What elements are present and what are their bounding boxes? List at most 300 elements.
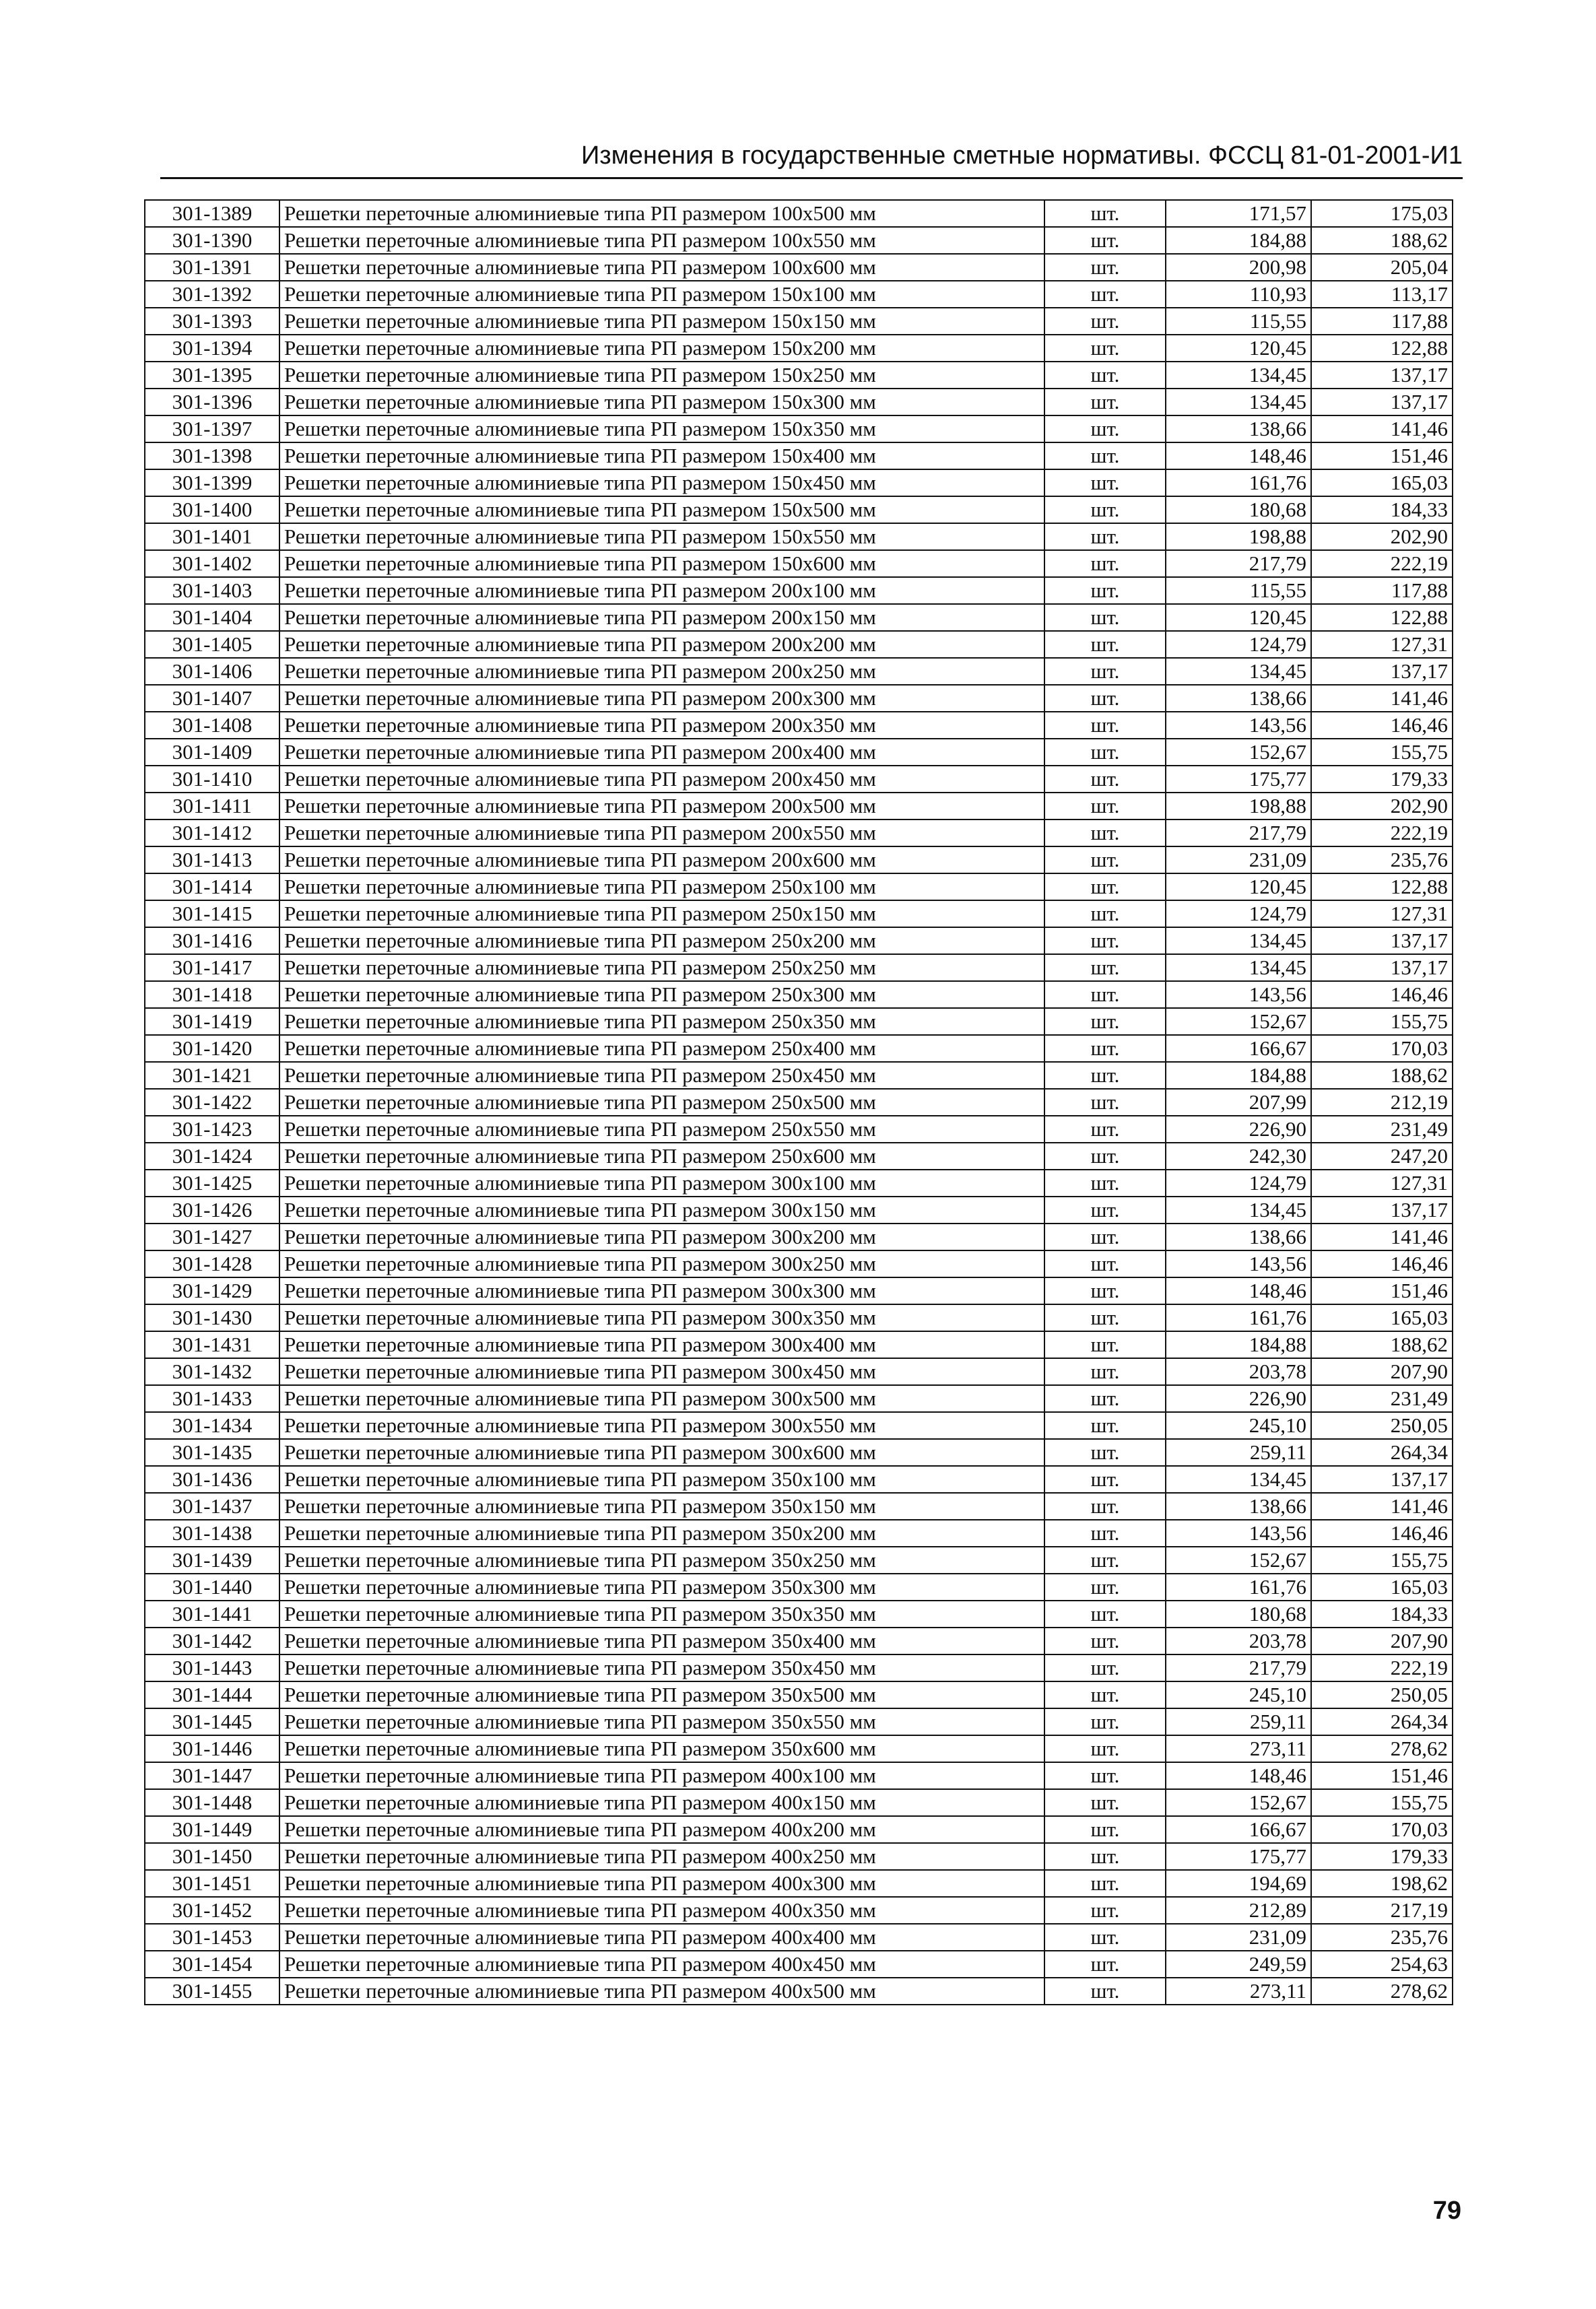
price-with-markup-cell: 141,46	[1311, 1224, 1453, 1250]
price-with-markup-cell: 122,88	[1311, 873, 1453, 900]
price-cell: 124,79	[1166, 631, 1311, 658]
unit-cell: шт.	[1044, 1520, 1166, 1547]
table-row	[145, 1358, 1453, 1385]
price-cell: 134,45	[1166, 389, 1311, 415]
resource-name-cell: Решетки переточные алюминиевые типа РП размером 300х300 мм	[279, 1277, 1044, 1304]
resource-name-cell: Решетки переточные алюминиевые типа РП размером 400х450 мм	[279, 1951, 1044, 1978]
price-cell: 184,88	[1166, 1062, 1311, 1089]
resource-name-cell: Решетки переточные алюминиевые типа РП размером 300х250 мм	[279, 1250, 1044, 1277]
resource-name-cell: Решетки переточные алюминиевые типа РП размером 300х150 мм	[279, 1197, 1044, 1224]
resource-code-cell: 301-1411	[145, 793, 279, 819]
resource-code-cell: 301-1453	[145, 1924, 279, 1951]
resource-name-cell: Решетки переточные алюминиевые типа РП размером 200х300 мм	[279, 685, 1044, 712]
price-cell: 152,67	[1166, 739, 1311, 766]
price-with-markup-cell: 122,88	[1311, 335, 1453, 362]
running-header-title: Изменения в государственные сметные нормативы. ФССЦ 81-01-2001-И1	[580, 141, 1463, 170]
unit-cell: шт.	[1044, 1870, 1166, 1897]
price-with-markup-cell: 254,63	[1311, 1951, 1453, 1978]
price-cell: 184,88	[1166, 227, 1311, 254]
price-with-markup-cell: 222,19	[1311, 550, 1453, 577]
resource-name-cell: Решетки переточные алюминиевые типа РП размером 350х200 мм	[279, 1520, 1044, 1547]
table-row	[145, 308, 1453, 335]
unit-cell: шт.	[1044, 1789, 1166, 1816]
resource-code-cell: 301-1422	[145, 1089, 279, 1116]
table-row	[145, 1385, 1453, 1412]
resource-name-cell: Решетки переточные алюминиевые типа РП размером 350х100 мм	[279, 1466, 1044, 1493]
resource-name-cell: Решетки переточные алюминиевые типа РП размером 100х500 мм	[279, 200, 1044, 227]
resource-name-cell: Решетки переточные алюминиевые типа РП размером 300х450 мм	[279, 1358, 1044, 1385]
resource-name-cell: Решетки переточные алюминиевые типа РП размером 350х500 мм	[279, 1681, 1044, 1708]
price-cell: 134,45	[1166, 927, 1311, 954]
table-row	[145, 1008, 1453, 1035]
unit-cell: шт.	[1044, 1924, 1166, 1951]
price-cell: 138,66	[1166, 685, 1311, 712]
price-with-markup-cell: 113,17	[1311, 281, 1453, 308]
resource-code-cell: 301-1437	[145, 1493, 279, 1520]
resource-code-cell: 301-1440	[145, 1574, 279, 1601]
table-row	[145, 1439, 1453, 1466]
price-with-markup-cell: 146,46	[1311, 1520, 1453, 1547]
table-row	[145, 550, 1453, 577]
unit-cell: шт.	[1044, 1681, 1166, 1708]
table-row	[145, 362, 1453, 389]
price-with-markup-cell: 151,46	[1311, 1277, 1453, 1304]
table-row	[145, 469, 1453, 496]
resource-code-cell: 301-1423	[145, 1116, 279, 1143]
price-with-markup-cell: 155,75	[1311, 1789, 1453, 1816]
resource-code-cell: 301-1433	[145, 1385, 279, 1412]
unit-cell: шт.	[1044, 981, 1166, 1008]
resource-code-cell: 301-1421	[145, 1062, 279, 1089]
resource-code-cell: 301-1414	[145, 873, 279, 900]
resource-code-cell: 301-1448	[145, 1789, 279, 1816]
table-row	[145, 873, 1453, 900]
unit-cell: шт.	[1044, 1843, 1166, 1870]
table-row	[145, 335, 1453, 362]
price-with-markup-cell: 175,03	[1311, 200, 1453, 227]
resource-name-cell: Решетки переточные алюминиевые типа РП размером 250х500 мм	[279, 1089, 1044, 1116]
table-row	[145, 389, 1453, 415]
resource-code-cell: 301-1419	[145, 1008, 279, 1035]
table-row	[145, 1143, 1453, 1170]
resource-code-cell: 301-1397	[145, 415, 279, 442]
price-cell: 138,66	[1166, 1493, 1311, 1520]
resource-code-cell: 301-1398	[145, 442, 279, 469]
unit-cell: шт.	[1044, 442, 1166, 469]
resource-name-cell: Решетки переточные алюминиевые типа РП размером 350х550 мм	[279, 1708, 1044, 1735]
table-row	[145, 1547, 1453, 1574]
table-row	[145, 496, 1453, 523]
table-row	[145, 712, 1453, 739]
resource-name-cell: Решетки переточные алюминиевые типа РП размером 350х250 мм	[279, 1547, 1044, 1574]
unit-cell: шт.	[1044, 1978, 1166, 2005]
resource-name-cell: Решетки переточные алюминиевые типа РП размером 350х600 мм	[279, 1735, 1044, 1762]
resource-name-cell: Решетки переточные алюминиевые типа РП размером 200х100 мм	[279, 577, 1044, 604]
price-with-markup-cell: 137,17	[1311, 1466, 1453, 1493]
table-row	[145, 442, 1453, 469]
unit-cell: шт.	[1044, 469, 1166, 496]
resource-name-cell: Решетки переточные алюминиевые типа РП размером 150х200 мм	[279, 335, 1044, 362]
price-cell: 194,69	[1166, 1870, 1311, 1897]
price-cell: 198,88	[1166, 523, 1311, 550]
price-with-markup-cell: 165,03	[1311, 1304, 1453, 1331]
price-cell: 212,89	[1166, 1897, 1311, 1924]
resource-code-cell: 301-1438	[145, 1520, 279, 1547]
resource-code-cell: 301-1420	[145, 1035, 279, 1062]
price-cell: 115,55	[1166, 308, 1311, 335]
price-cell: 249,59	[1166, 1951, 1311, 1978]
resource-name-cell: Решетки переточные алюминиевые типа РП размером 400х200 мм	[279, 1816, 1044, 1843]
price-cell: 134,45	[1166, 1197, 1311, 1224]
unit-cell: шт.	[1044, 793, 1166, 819]
resource-name-cell: Решетки переточные алюминиевые типа РП размером 300х600 мм	[279, 1439, 1044, 1466]
resource-name-cell: Решетки переточные алюминиевые типа РП размером 150х550 мм	[279, 523, 1044, 550]
resource-code-cell: 301-1454	[145, 1951, 279, 1978]
price-with-markup-cell: 122,88	[1311, 604, 1453, 631]
table-row	[145, 1520, 1453, 1547]
resource-name-cell: Решетки переточные алюминиевые типа РП размером 150х400 мм	[279, 442, 1044, 469]
price-with-markup-cell: 137,17	[1311, 362, 1453, 389]
price-cell: 171,57	[1166, 200, 1311, 227]
unit-cell: шт.	[1044, 496, 1166, 523]
table-row	[145, 1412, 1453, 1439]
price-with-markup-cell: 222,19	[1311, 819, 1453, 846]
price-with-markup-cell: 188,62	[1311, 1062, 1453, 1089]
resource-name-cell: Решетки переточные алюминиевые типа РП размером 350х450 мм	[279, 1654, 1044, 1681]
resource-name-cell: Решетки переточные алюминиевые типа РП размером 150х100 мм	[279, 281, 1044, 308]
resource-code-cell: 301-1434	[145, 1412, 279, 1439]
resource-name-cell: Решетки переточные алюминиевые типа РП размером 250х100 мм	[279, 873, 1044, 900]
resource-code-cell: 301-1430	[145, 1304, 279, 1331]
table-row	[145, 1250, 1453, 1277]
resource-name-cell: Решетки переточные алюминиевые типа РП размером 250х400 мм	[279, 1035, 1044, 1062]
resource-name-cell: Решетки переточные алюминиевые типа РП размером 350х400 мм	[279, 1628, 1044, 1654]
resource-code-cell: 301-1408	[145, 712, 279, 739]
price-with-markup-cell: 117,88	[1311, 308, 1453, 335]
price-cell: 161,76	[1166, 1304, 1311, 1331]
resource-name-cell: Решетки переточные алюминиевые типа РП размером 250х150 мм	[279, 900, 1044, 927]
price-cell: 259,11	[1166, 1708, 1311, 1735]
price-with-markup-cell: 264,34	[1311, 1708, 1453, 1735]
price-cell: 180,68	[1166, 1601, 1311, 1628]
unit-cell: шт.	[1044, 1224, 1166, 1250]
resource-name-cell: Решетки переточные алюминиевые типа РП размером 250х550 мм	[279, 1116, 1044, 1143]
table-row	[145, 631, 1453, 658]
price-with-markup-cell: 278,62	[1311, 1978, 1453, 2005]
resource-code-cell: 301-1395	[145, 362, 279, 389]
resource-name-cell: Решетки переточные алюминиевые типа РП размером 400х350 мм	[279, 1897, 1044, 1924]
resource-name-cell: Решетки переточные алюминиевые типа РП размером 200х400 мм	[279, 739, 1044, 766]
unit-cell: шт.	[1044, 1439, 1166, 1466]
table-row	[145, 900, 1453, 927]
price-with-markup-cell: 198,62	[1311, 1870, 1453, 1897]
resource-name-cell: Решетки переточные алюминиевые типа РП размером 200х150 мм	[279, 604, 1044, 631]
unit-cell: шт.	[1044, 1708, 1166, 1735]
resource-name-cell: Решетки переточные алюминиевые типа РП размером 150х600 мм	[279, 550, 1044, 577]
price-cell: 143,56	[1166, 1250, 1311, 1277]
unit-cell: шт.	[1044, 846, 1166, 873]
resource-code-cell: 301-1451	[145, 1870, 279, 1897]
table-row	[145, 1870, 1453, 1897]
resource-code-cell: 301-1404	[145, 604, 279, 631]
price-with-markup-cell: 127,31	[1311, 900, 1453, 927]
resource-name-cell: Решетки переточные алюминиевые типа РП размером 200х250 мм	[279, 658, 1044, 685]
table-row	[145, 1170, 1453, 1197]
unit-cell: шт.	[1044, 900, 1166, 927]
unit-cell: шт.	[1044, 227, 1166, 254]
price-cell: 143,56	[1166, 712, 1311, 739]
resource-name-cell: Решетки переточные алюминиевые типа РП размером 350х150 мм	[279, 1493, 1044, 1520]
price-cell: 161,76	[1166, 1574, 1311, 1601]
resource-name-cell: Решетки переточные алюминиевые типа РП размером 250х600 мм	[279, 1143, 1044, 1170]
price-cell: 143,56	[1166, 981, 1311, 1008]
table-row	[145, 254, 1453, 281]
table-row	[145, 1843, 1453, 1870]
table-row	[145, 1924, 1453, 1951]
price-with-markup-cell: 127,31	[1311, 1170, 1453, 1197]
resource-code-cell: 301-1441	[145, 1601, 279, 1628]
price-cell: 143,56	[1166, 1520, 1311, 1547]
resource-name-cell: Решетки переточные алюминиевые типа РП размером 300х200 мм	[279, 1224, 1044, 1250]
price-with-markup-cell: 205,04	[1311, 254, 1453, 281]
table-row	[145, 604, 1453, 631]
resource-name-cell: Решетки переточные алюминиевые типа РП размером 200х200 мм	[279, 631, 1044, 658]
price-with-markup-cell: 117,88	[1311, 577, 1453, 604]
unit-cell: шт.	[1044, 631, 1166, 658]
price-with-markup-cell: 137,17	[1311, 658, 1453, 685]
resource-name-cell: Решетки переточные алюминиевые типа РП размером 200х450 мм	[279, 766, 1044, 793]
resource-code-cell: 301-1400	[145, 496, 279, 523]
price-cell: 217,79	[1166, 819, 1311, 846]
price-table-body	[145, 200, 1453, 2005]
resource-code-cell: 301-1439	[145, 1547, 279, 1574]
resource-code-cell: 301-1393	[145, 308, 279, 335]
price-cell: 200,98	[1166, 254, 1311, 281]
resource-code-cell: 301-1443	[145, 1654, 279, 1681]
unit-cell: шт.	[1044, 604, 1166, 631]
unit-cell: шт.	[1044, 1547, 1166, 1574]
resource-code-cell: 301-1412	[145, 819, 279, 846]
resource-code-cell: 301-1394	[145, 335, 279, 362]
unit-cell: шт.	[1044, 954, 1166, 981]
resource-code-cell: 301-1403	[145, 577, 279, 604]
price-with-markup-cell: 141,46	[1311, 685, 1453, 712]
resource-code-cell: 301-1406	[145, 658, 279, 685]
table-row	[145, 1951, 1453, 1978]
price-cell: 217,79	[1166, 1654, 1311, 1681]
table-row	[145, 1062, 1453, 1089]
price-with-markup-cell: 146,46	[1311, 712, 1453, 739]
resource-name-cell: Решетки переточные алюминиевые типа РП размером 300х500 мм	[279, 1385, 1044, 1412]
resource-code-cell: 301-1427	[145, 1224, 279, 1250]
table-row	[145, 981, 1453, 1008]
resource-name-cell: Решетки переточные алюминиевые типа РП размером 150х150 мм	[279, 308, 1044, 335]
resource-code-cell: 301-1392	[145, 281, 279, 308]
unit-cell: шт.	[1044, 766, 1166, 793]
price-cell: 245,10	[1166, 1412, 1311, 1439]
price-with-markup-cell: 155,75	[1311, 1008, 1453, 1035]
resource-name-cell: Решетки переточные алюминиевые типа РП размером 250х350 мм	[279, 1008, 1044, 1035]
resource-name-cell: Решетки переточные алюминиевые типа РП размером 100х550 мм	[279, 227, 1044, 254]
unit-cell: шт.	[1044, 927, 1166, 954]
resource-name-cell: Решетки переточные алюминиевые типа РП размером 300х350 мм	[279, 1304, 1044, 1331]
unit-cell: шт.	[1044, 415, 1166, 442]
table-row	[145, 1466, 1453, 1493]
price-with-markup-cell: 141,46	[1311, 1493, 1453, 1520]
unit-cell: шт.	[1044, 1493, 1166, 1520]
unit-cell: шт.	[1044, 1250, 1166, 1277]
resource-name-cell: Решетки переточные алюминиевые типа РП размером 350х350 мм	[279, 1601, 1044, 1628]
price-cell: 231,09	[1166, 846, 1311, 873]
table-row	[145, 577, 1453, 604]
resource-code-cell: 301-1415	[145, 900, 279, 927]
price-with-markup-cell: 155,75	[1311, 1547, 1453, 1574]
price-with-markup-cell: 165,03	[1311, 469, 1453, 496]
table-row	[145, 1601, 1453, 1628]
price-with-markup-cell: 137,17	[1311, 954, 1453, 981]
resource-code-cell: 301-1399	[145, 469, 279, 496]
price-table	[144, 199, 1453, 2005]
resource-code-cell: 301-1449	[145, 1816, 279, 1843]
unit-cell: шт.	[1044, 1116, 1166, 1143]
resource-name-cell: Решетки переточные алюминиевые типа РП размером 200х550 мм	[279, 819, 1044, 846]
price-with-markup-cell: 127,31	[1311, 631, 1453, 658]
price-with-markup-cell: 250,05	[1311, 1681, 1453, 1708]
price-with-markup-cell: 212,19	[1311, 1089, 1453, 1116]
table-row	[145, 1197, 1453, 1224]
unit-cell: шт.	[1044, 1574, 1166, 1601]
resource-name-cell: Решетки переточные алюминиевые типа РП размером 300х400 мм	[279, 1331, 1044, 1358]
price-cell: 226,90	[1166, 1385, 1311, 1412]
price-cell: 203,78	[1166, 1628, 1311, 1654]
price-with-markup-cell: 231,49	[1311, 1385, 1453, 1412]
resource-name-cell: Решетки переточные алюминиевые типа РП размером 300х100 мм	[279, 1170, 1044, 1197]
price-cell: 134,45	[1166, 362, 1311, 389]
resource-name-cell: Решетки переточные алюминиевые типа РП размером 250х250 мм	[279, 954, 1044, 981]
resource-code-cell: 301-1455	[145, 1978, 279, 2005]
table-row	[145, 1628, 1453, 1654]
unit-cell: шт.	[1044, 1358, 1166, 1385]
table-row	[145, 1116, 1453, 1143]
price-cell: 148,46	[1166, 442, 1311, 469]
price-cell: 134,45	[1166, 954, 1311, 981]
unit-cell: шт.	[1044, 523, 1166, 550]
price-with-markup-cell: 146,46	[1311, 981, 1453, 1008]
resource-code-cell: 301-1405	[145, 631, 279, 658]
resource-name-cell: Решетки переточные алюминиевые типа РП размером 150х450 мм	[279, 469, 1044, 496]
unit-cell: шт.	[1044, 1331, 1166, 1358]
resource-name-cell: Решетки переточные алюминиевые типа РП размером 250х300 мм	[279, 981, 1044, 1008]
resource-code-cell: 301-1428	[145, 1250, 279, 1277]
table-row	[145, 658, 1453, 685]
price-with-markup-cell: 170,03	[1311, 1035, 1453, 1062]
unit-cell: шт.	[1044, 1735, 1166, 1762]
resource-name-cell: Решетки переточные алюминиевые типа РП размером 250х200 мм	[279, 927, 1044, 954]
resource-name-cell: Решетки переточные алюминиевые типа РП размером 300х550 мм	[279, 1412, 1044, 1439]
price-cell: 166,67	[1166, 1035, 1311, 1062]
price-cell: 134,45	[1166, 1466, 1311, 1493]
table-row	[145, 927, 1453, 954]
unit-cell: шт.	[1044, 1466, 1166, 1493]
table-row	[145, 1789, 1453, 1816]
price-with-markup-cell: 165,03	[1311, 1574, 1453, 1601]
price-with-markup-cell: 170,03	[1311, 1816, 1453, 1843]
resource-code-cell: 301-1445	[145, 1708, 279, 1735]
resource-code-cell: 301-1452	[145, 1897, 279, 1924]
resource-code-cell: 301-1436	[145, 1466, 279, 1493]
price-cell: 138,66	[1166, 1224, 1311, 1250]
price-cell: 124,79	[1166, 1170, 1311, 1197]
unit-cell: шт.	[1044, 1089, 1166, 1116]
price-with-markup-cell: 151,46	[1311, 1762, 1453, 1789]
page-number: 79	[1432, 2197, 1461, 2225]
resource-name-cell: Решетки переточные алюминиевые типа РП размером 150х500 мм	[279, 496, 1044, 523]
price-cell: 110,93	[1166, 281, 1311, 308]
resource-name-cell: Решетки переточные алюминиевые типа РП размером 400х150 мм	[279, 1789, 1044, 1816]
price-cell: 217,79	[1166, 550, 1311, 577]
unit-cell: шт.	[1044, 1062, 1166, 1089]
unit-cell: шт.	[1044, 281, 1166, 308]
price-cell: 226,90	[1166, 1116, 1311, 1143]
price-cell: 148,46	[1166, 1762, 1311, 1789]
table-row	[145, 281, 1453, 308]
price-cell: 259,11	[1166, 1439, 1311, 1466]
price-with-markup-cell: 250,05	[1311, 1412, 1453, 1439]
price-cell: 242,30	[1166, 1143, 1311, 1170]
price-with-markup-cell: 179,33	[1311, 1843, 1453, 1870]
unit-cell: шт.	[1044, 550, 1166, 577]
unit-cell: шт.	[1044, 577, 1166, 604]
resource-name-cell: Решетки переточные алюминиевые типа РП размером 400х500 мм	[279, 1978, 1044, 2005]
unit-cell: шт.	[1044, 308, 1166, 335]
unit-cell: шт.	[1044, 1816, 1166, 1843]
unit-cell: шт.	[1044, 1654, 1166, 1681]
price-with-markup-cell: 141,46	[1311, 415, 1453, 442]
resource-name-cell: Решетки переточные алюминиевые типа РП размером 250х450 мм	[279, 1062, 1044, 1089]
unit-cell: шт.	[1044, 389, 1166, 415]
table-row	[145, 200, 1453, 227]
price-cell: 134,45	[1166, 658, 1311, 685]
resource-code-cell: 301-1391	[145, 254, 279, 281]
price-cell: 273,11	[1166, 1735, 1311, 1762]
unit-cell: шт.	[1044, 1897, 1166, 1924]
resource-code-cell: 301-1410	[145, 766, 279, 793]
resource-name-cell: Решетки переточные алюминиевые типа РП размером 150х350 мм	[279, 415, 1044, 442]
unit-cell: шт.	[1044, 1601, 1166, 1628]
price-with-markup-cell: 151,46	[1311, 442, 1453, 469]
resource-name-cell: Решетки переточные алюминиевые типа РП размером 200х350 мм	[279, 712, 1044, 739]
table-row	[145, 415, 1453, 442]
price-cell: 152,67	[1166, 1008, 1311, 1035]
price-cell: 124,79	[1166, 900, 1311, 927]
unit-cell: шт.	[1044, 335, 1166, 362]
resource-code-cell: 301-1431	[145, 1331, 279, 1358]
resource-code-cell: 301-1396	[145, 389, 279, 415]
table-row	[145, 1035, 1453, 1062]
table-row	[145, 766, 1453, 793]
price-cell: 120,45	[1166, 604, 1311, 631]
table-row	[145, 1654, 1453, 1681]
resource-code-cell: 301-1409	[145, 739, 279, 766]
resource-code-cell: 301-1444	[145, 1681, 279, 1708]
resource-name-cell: Решетки переточные алюминиевые типа РП размером 400х250 мм	[279, 1843, 1044, 1870]
resource-code-cell: 301-1435	[145, 1439, 279, 1466]
header-rule	[160, 177, 1463, 179]
table-row	[145, 523, 1453, 550]
resource-code-cell: 301-1425	[145, 1170, 279, 1197]
price-cell: 115,55	[1166, 577, 1311, 604]
table-row	[145, 739, 1453, 766]
